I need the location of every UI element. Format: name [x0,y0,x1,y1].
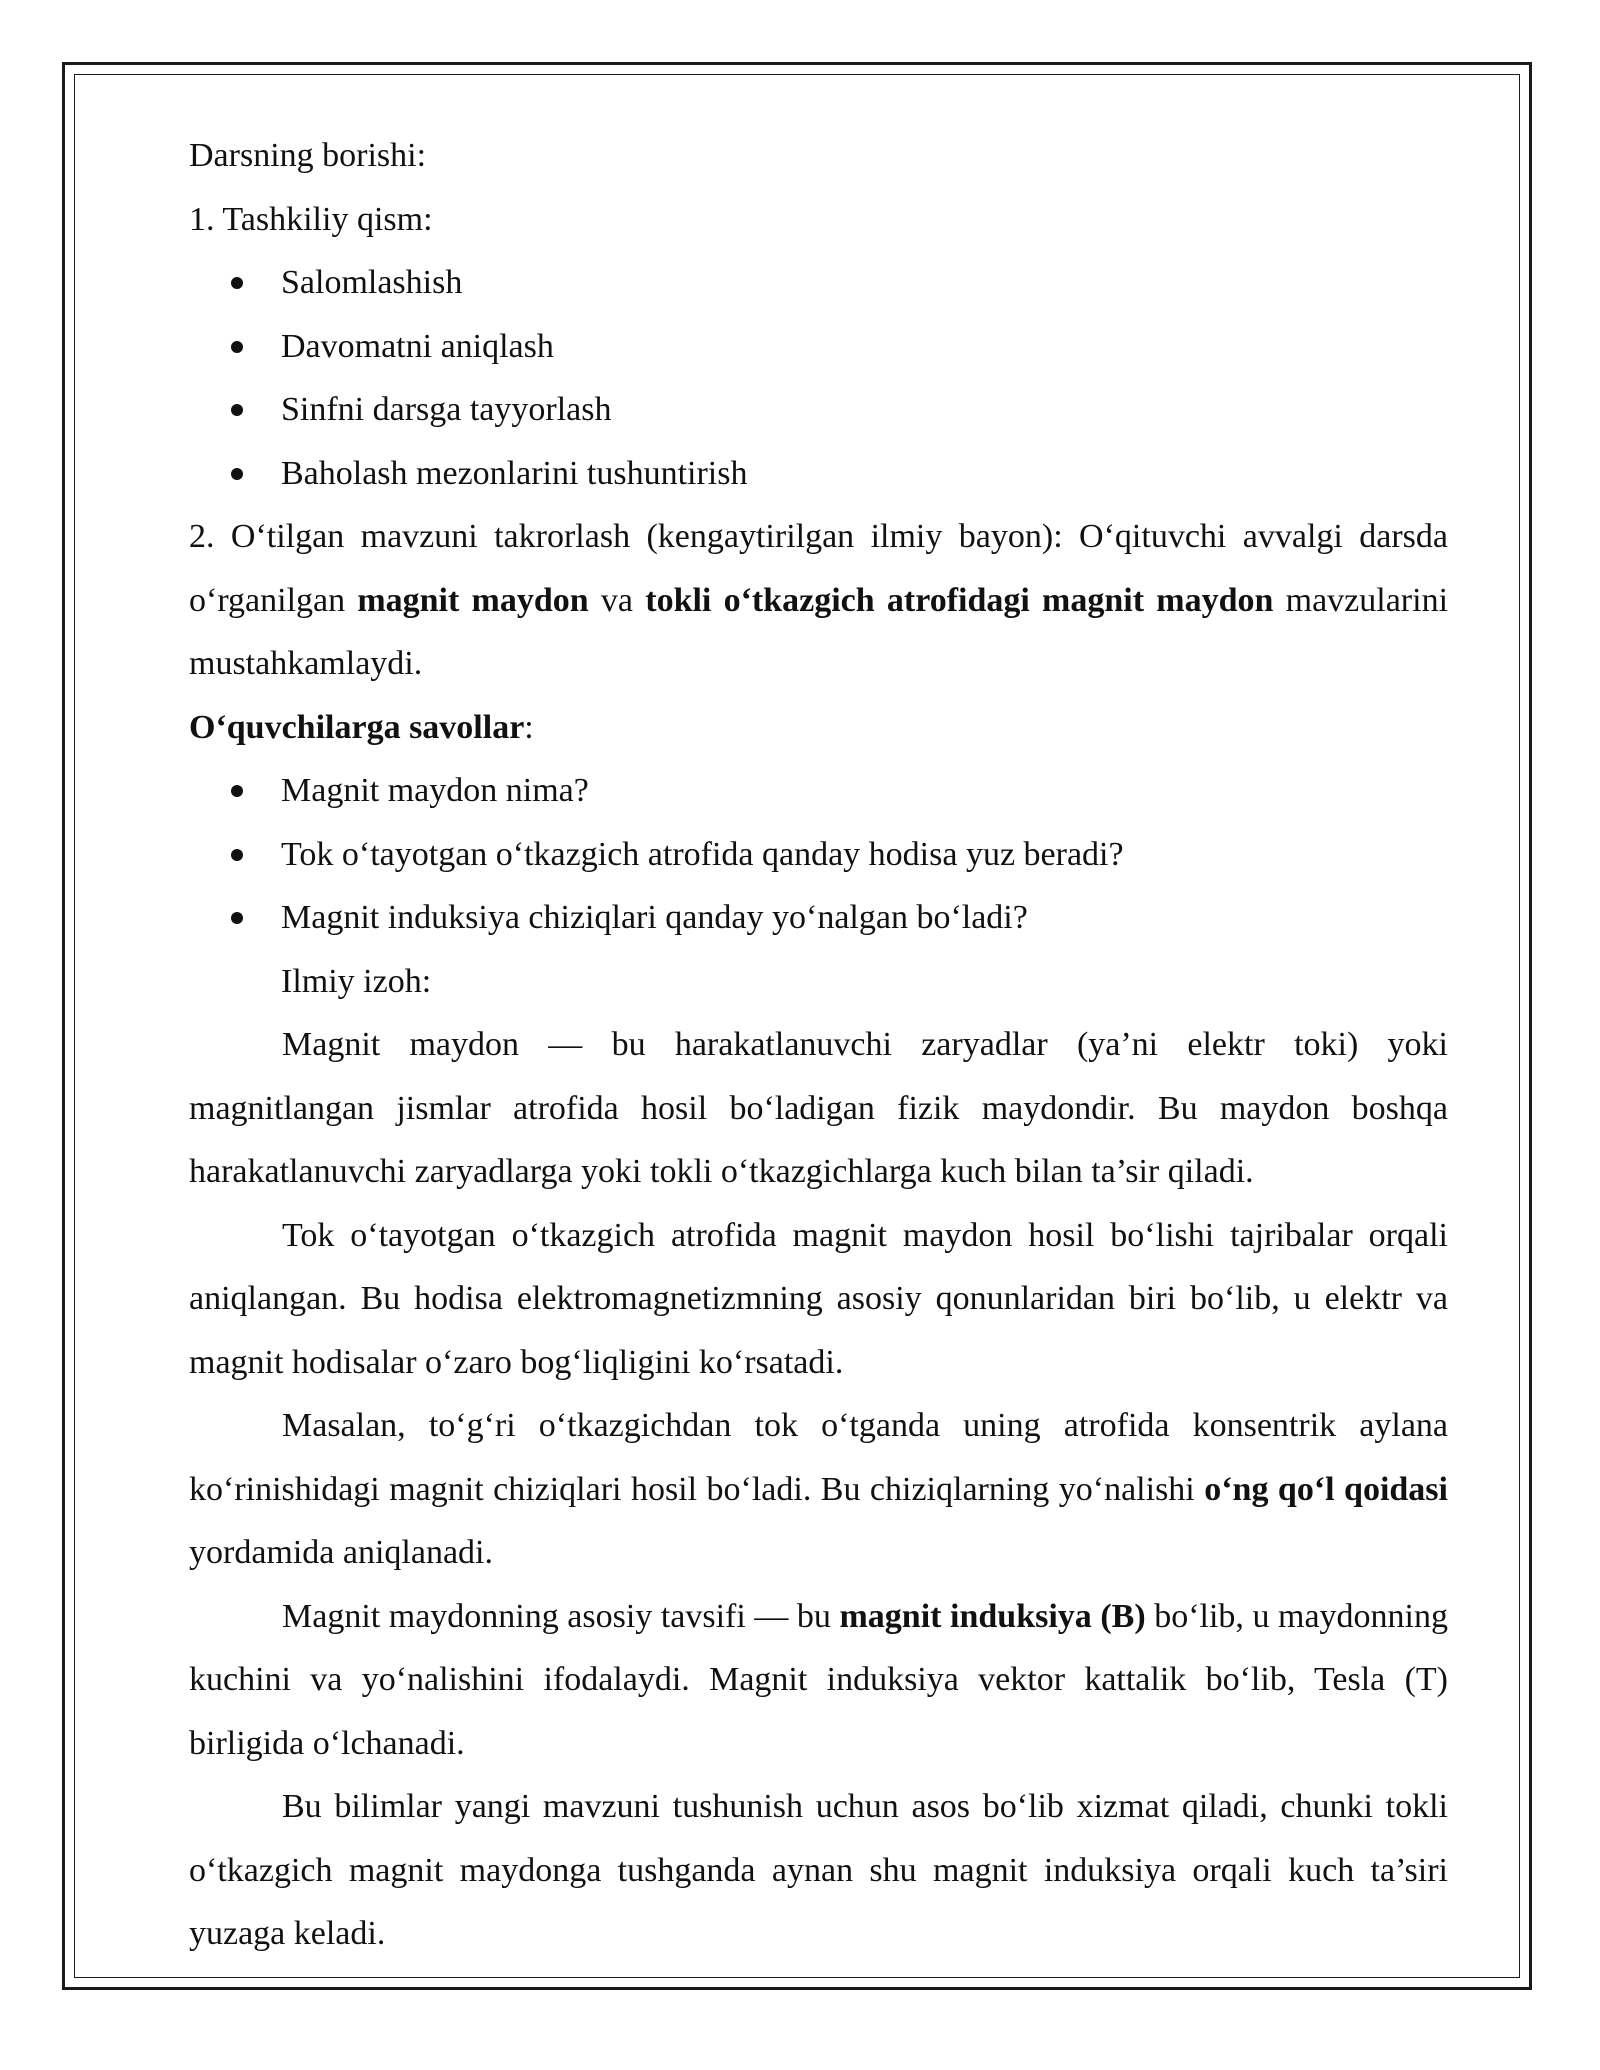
bullet-icon [231,785,243,797]
paragraph-5: Bu bilimlar yangi mavzuni tushunish uchun asos bo‘lib xizmat qiladi, chunki tokli o‘tkazgich magnit maydonga tushganda aynan shu magnit induksiya orqali kuch ta’siri yuzaga keladi. [189,1788,1448,1952]
bullet-icon [231,277,243,289]
list-item [189,759,1448,823]
section-2-bold-term: magnit maydon [357,581,589,619]
paragraph-1: Magnit maydon — bu harakatlanuvchi zaryadlar (ya’ni elektr toki) yoki magnitlangan jismlar atrofida hosil bo‘ladigan fizik maydondir. Bu maydon boshqa harakatlanuvchi zaryadlarga yoki tokli o‘tkazgichlarga kuch bilan ta’sir qiladi. [189,1026,1448,1190]
section-2-bold-term: tokli o‘tkazgich atrofidagi magnit maydon [645,581,1274,619]
questions-title-bold: O‘quvchilarga savollar [189,708,525,746]
questions-title-colon: : [524,708,534,746]
list-item [189,378,1448,442]
list-item [189,886,1448,950]
section-2-paragraph [189,505,1448,696]
section-1-title: 1. Tashkiliy qism: [189,200,433,238]
paragraph-3 [189,1394,1448,1585]
bullet-icon [231,468,243,480]
list-item-text: Tok o‘tayotgan o‘tkazgich atrofida qanday hodisa yuz beradi? [281,835,1124,873]
bullet-icon [231,912,243,924]
list-item [189,823,1448,887]
list-item-text: Magnit maydon nima? [281,772,589,809]
paragraph-4-bold-term: magnit induksiya (B) [839,1597,1146,1635]
paragraph-4-text: bo‘lib, u maydonning kuchini va yo‘nalishini ifodalaydi. Magnit induksiya vektor kattalik bo‘lib, Tesla (T) birligida o‘lchanadi. [189,1597,1448,1762]
paragraph-3-bold-term: o‘ng qo‘l qoidasi [1204,1470,1448,1508]
section-2-text: 2. O‘tilgan mavzuni takrorlash (kengaytirilgan ilmiy bayon): O‘qituvchi avvalgi darsda o‘rganilgan [189,518,1448,619]
questions-list [189,759,1448,950]
paragraph-3-text: Masalan, to‘g‘ri o‘tkazgichdan tok o‘tganda uning atrofida konsentrik aylana ko‘rinishidagi magnit chiziqlari hosil bo‘ladi. Bu chiziqlarning yo‘nalishi [189,1407,1448,1508]
note-label: Ilmiy izoh: [281,962,432,1000]
bullet-icon [231,404,243,416]
section-2-text: mavzularini mustahkamlaydi. [189,581,1449,682]
paragraph-3-text: yordamida aniqlanadi. [189,1534,494,1571]
section-1-list [189,251,1448,505]
list-item [189,315,1448,379]
bullet-icon [231,341,243,353]
list-item-text: Magnit induksiya chiziqlari qanday yo‘nalgan bo‘ladi? [281,899,1028,936]
heading: Darsning borishi: [189,137,427,174]
questions-title [189,696,1448,760]
list-item-text: Salomlashish [281,264,463,301]
list-item-text: Baholash mezonlarini tushuntirish [281,454,748,492]
list-item [189,442,1448,506]
section-2-text: va [588,581,646,619]
paragraph-2: Tok o‘tayotgan o‘tkazgich atrofida magnit maydon hosil bo‘lishi tajribalar orqali aniqlangan. Bu hodisa elektromagnetizmning asosiy qonunlaridan biri bo‘lib, u elektr va magnit hodisalar o‘zaro bog‘liqligini ko‘rsatadi. [189,1216,1448,1381]
document-body [189,124,1448,1966]
bullet-icon [231,849,243,861]
paragraph-4 [189,1585,1448,1776]
list-item [189,251,1448,315]
list-item-text: Sinfni darsga tayyorlash [281,391,612,428]
paragraph-4-text: Magnit maydonning asosiy tavsifi — bu [282,1597,840,1635]
list-item-text: Davomatni aniqlash [281,327,554,365]
